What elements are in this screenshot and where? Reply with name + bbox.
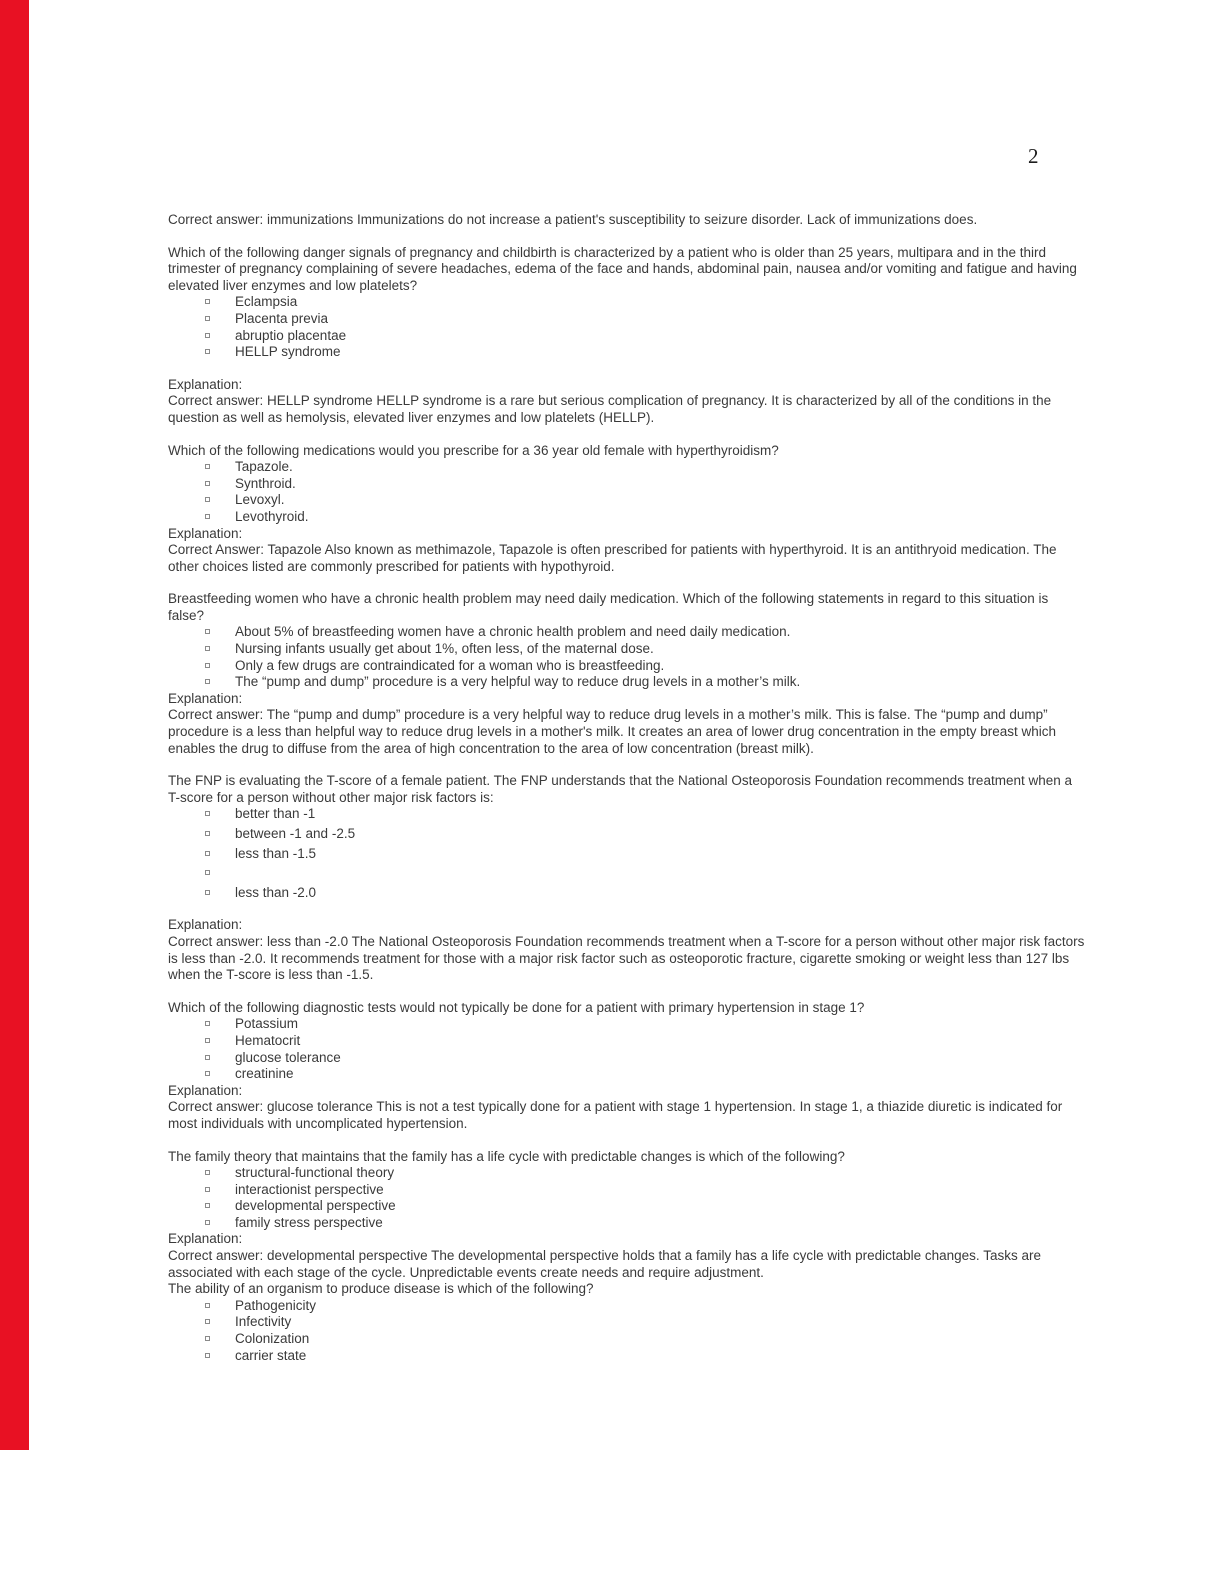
option-label: Nursing infants usually get about 1%, often less, of the maternal dose. <box>235 641 654 657</box>
question-text: The ability of an organism to produce disease is which of the following? <box>168 1281 594 1297</box>
document-content <box>168 196 1085 1364</box>
question-text: Breastfeeding women who have a chronic health problem may need daily medication. Which of the following statements in regard to this situation is false? <box>168 591 1049 623</box>
option-label: less than -1.5 <box>235 845 317 861</box>
option-label: Infectivity <box>235 1314 292 1330</box>
question-text: The FNP is evaluating the T-score of a female patient. The FNP understands that the National Osteoporosis Foundation recommends treatment when a T-score for a person without other major risk factors is: <box>168 773 1072 805</box>
square-bullet-icon <box>205 1038 210 1043</box>
question-text: The family theory that maintains that the family has a life cycle with predictable changes is which of the following? <box>168 1148 845 1164</box>
square-bullet-icon <box>205 1319 210 1324</box>
square-bullet-icon <box>205 870 210 875</box>
options-list <box>168 459 1085 525</box>
option-item <box>205 492 1085 509</box>
explanation-block <box>168 377 1085 427</box>
square-bullet-icon <box>205 481 210 486</box>
option-item <box>205 658 1085 675</box>
square-bullet-icon <box>205 514 210 519</box>
square-bullet-icon <box>205 1203 210 1208</box>
question-text: Which of the following danger signals of pregnancy and childbirth is characterized by a patient who is older than 25 years, multipara and in the third trimester of pregnancy complaining of severe headaches, edema of the face and hands, abdominal pain, nausea and/or vomiting and fatigue and having elevated liver enzymes and low platelets? <box>168 244 1077 293</box>
square-bullet-icon <box>205 464 210 469</box>
square-bullet-icon <box>205 316 210 321</box>
option-item <box>205 1298 1085 1315</box>
option-label: structural-functional theory <box>235 1165 395 1181</box>
option-label: better than -1 <box>235 806 316 822</box>
square-bullet-icon <box>205 646 210 651</box>
option-label: between -1 and -2.5 <box>235 826 356 841</box>
square-bullet-icon <box>205 497 210 502</box>
question-block <box>168 245 1085 361</box>
options-list <box>168 1016 1085 1082</box>
question-text: Which of the following diagnostic tests would not typically be done for a patient with primary hypertension in stage 1? <box>168 999 865 1015</box>
question-block <box>168 1281 1085 1364</box>
body-text: Correct answer: developmental perspective The developmental perspective holds that a family has a life cycle with predictable changes. Tasks are associated with each stage of the cycle. Unpredictable events create needs and require adjustment. <box>168 1248 1041 1280</box>
option-label: interactionist perspective <box>235 1181 384 1197</box>
square-bullet-icon <box>205 663 210 668</box>
option-item <box>205 1314 1085 1331</box>
option-item <box>205 294 1085 311</box>
option-label: Only a few drugs are contraindicated for a woman who is breastfeeding. <box>235 657 665 673</box>
option-item <box>205 624 1085 641</box>
square-bullet-icon <box>205 1336 210 1341</box>
option-label: Potassium <box>235 1016 299 1032</box>
page-number: 2 <box>1028 144 1039 168</box>
explanation-label: Explanation: <box>168 525 243 541</box>
explanation-block <box>168 1231 1085 1281</box>
option-item <box>205 885 1085 902</box>
option-item <box>205 344 1085 361</box>
option-label: Levoxyl. <box>235 492 285 508</box>
body-text: Correct answer: less than -2.0 The National Osteoporosis Foundation recommends treatment when a T-score for a person without other major risk factors is less than -2.0. It recommends treatment for those with a major risk factor such as osteoporotic fracture, cigarette smoking or weight less than 127 lbs when the T-score is less than -1.5. <box>168 933 1085 983</box>
square-bullet-icon <box>205 1055 210 1060</box>
option-item <box>205 1016 1085 1033</box>
option-item <box>205 1050 1085 1067</box>
square-bullet-icon <box>205 1353 210 1358</box>
explanation-label: Explanation: <box>168 376 243 392</box>
option-label: HELLP syndrome <box>235 344 341 360</box>
option-item <box>205 1331 1085 1348</box>
option-label: carrier state <box>235 1347 307 1363</box>
option-label: The “pump and dump” procedure is a very helpful way to reduce drug levels in a mother’s milk. <box>235 674 801 690</box>
body-text: Correct Answer: Tapazole Also known as methimazole, Tapazole is often prescribed for patients with hyperthyroid. It is an antithryoid medication. The other choices listed are commonly prescribed for patients with hypothyroid. <box>168 542 1057 574</box>
question-text: Which of the following medications would you prescribe for a 36 year old female with hyperthyroidism? <box>168 442 779 458</box>
option-label: less than -2.0 <box>235 884 317 900</box>
option-item <box>205 311 1085 328</box>
option-label: Hematocrit <box>235 1032 301 1048</box>
option-label: Colonization <box>235 1331 310 1347</box>
option-label: family stress perspective <box>235 1214 383 1230</box>
question-block <box>168 1149 1085 1232</box>
option-label: developmental perspective <box>235 1198 396 1214</box>
option-item <box>205 826 1085 843</box>
square-bullet-icon <box>205 890 210 895</box>
question-block <box>168 591 1085 691</box>
explanation-label: Explanation: <box>168 1231 243 1247</box>
option-item <box>205 459 1085 476</box>
option-item <box>205 509 1085 526</box>
question-block <box>168 443 1085 526</box>
option-label: Synthroid. <box>235 475 296 491</box>
square-bullet-icon <box>205 1170 210 1175</box>
options-list <box>168 806 1085 901</box>
body-text: Correct answer: The “pump and dump” procedure is a very helpful way to reduce drug levels in a mother’s milk. This is false. The “pump and dump” procedure is a less than helpful way to reduce drug levels in a mother's milk. It creates an area of lower drug concentration in the empty breast which enables the drug to diffuse from the area of high concentration to the area of low concentration (breast milk). <box>168 707 1057 756</box>
square-bullet-icon <box>205 679 210 684</box>
options-list <box>168 1165 1085 1231</box>
square-bullet-icon <box>205 1021 210 1026</box>
explanation-label: Explanation: <box>168 1082 243 1098</box>
square-bullet-icon <box>205 333 210 338</box>
question-block <box>168 773 1085 901</box>
option-item <box>205 1033 1085 1050</box>
option-item <box>205 865 1085 882</box>
option-label: Placenta previa <box>235 310 329 326</box>
explanation-block <box>168 1083 1085 1133</box>
explanation-block <box>168 526 1085 576</box>
option-item <box>205 1198 1085 1215</box>
option-item <box>205 846 1085 863</box>
body-text: Correct answer: glucose tolerance This is not a test typically done for a patient with stage 1 hypertension. In stage 1, a thiazide diuretic is indicated for most individuals with uncomplicated hypertension. <box>168 1099 1063 1131</box>
square-bullet-icon <box>205 299 210 304</box>
body-text: Correct answer: immunizations Immunizations do not increase a patient's susceptibility to seizure disorder. Lack of immunizations does. <box>168 212 978 227</box>
square-bullet-icon <box>205 629 210 634</box>
option-label: glucose tolerance <box>235 1049 341 1065</box>
square-bullet-icon <box>205 1220 210 1225</box>
option-label: Eclampsia <box>235 294 298 310</box>
option-label: About 5% of breastfeeding women have a chronic health problem and need daily medication. <box>235 624 791 640</box>
option-item <box>205 1165 1085 1182</box>
square-bullet-icon <box>205 831 210 836</box>
paragraph-block <box>168 212 1085 229</box>
option-item <box>205 476 1085 493</box>
option-item <box>205 1066 1085 1083</box>
option-item <box>205 328 1085 345</box>
square-bullet-icon <box>205 1303 210 1308</box>
body-text: Correct answer: HELLP syndrome HELLP syndrome is a rare but serious complication of pregnancy. It is characterized by all of the conditions in the question as well as hemolysis, elevated liver enzymes and low platelets (HELLP). <box>168 393 1052 425</box>
option-item <box>205 1182 1085 1199</box>
explanation-label: Explanation: <box>168 690 243 706</box>
left-edge-red-stripe <box>0 0 29 1450</box>
option-item <box>205 1215 1085 1232</box>
option-item <box>205 674 1085 691</box>
option-label: abruptio placentae <box>235 327 347 343</box>
explanation-block <box>168 691 1085 757</box>
option-item <box>205 806 1085 823</box>
square-bullet-icon <box>205 851 210 856</box>
square-bullet-icon <box>205 1071 210 1076</box>
option-item <box>205 641 1085 658</box>
options-list <box>168 624 1085 690</box>
option-label: Pathogenicity <box>235 1297 317 1313</box>
explanation-block <box>168 917 1085 983</box>
option-item <box>205 1348 1085 1365</box>
square-bullet-icon <box>205 349 210 354</box>
explanation-label: Explanation: <box>168 917 243 933</box>
square-bullet-icon <box>205 811 210 816</box>
option-label: Levothyroid. <box>235 508 309 524</box>
option-label: creatinine <box>235 1066 294 1082</box>
options-list <box>168 1298 1085 1364</box>
question-block <box>168 1000 1085 1083</box>
option-label: Tapazole. <box>235 459 293 475</box>
options-list <box>168 294 1085 360</box>
square-bullet-icon <box>205 1187 210 1192</box>
